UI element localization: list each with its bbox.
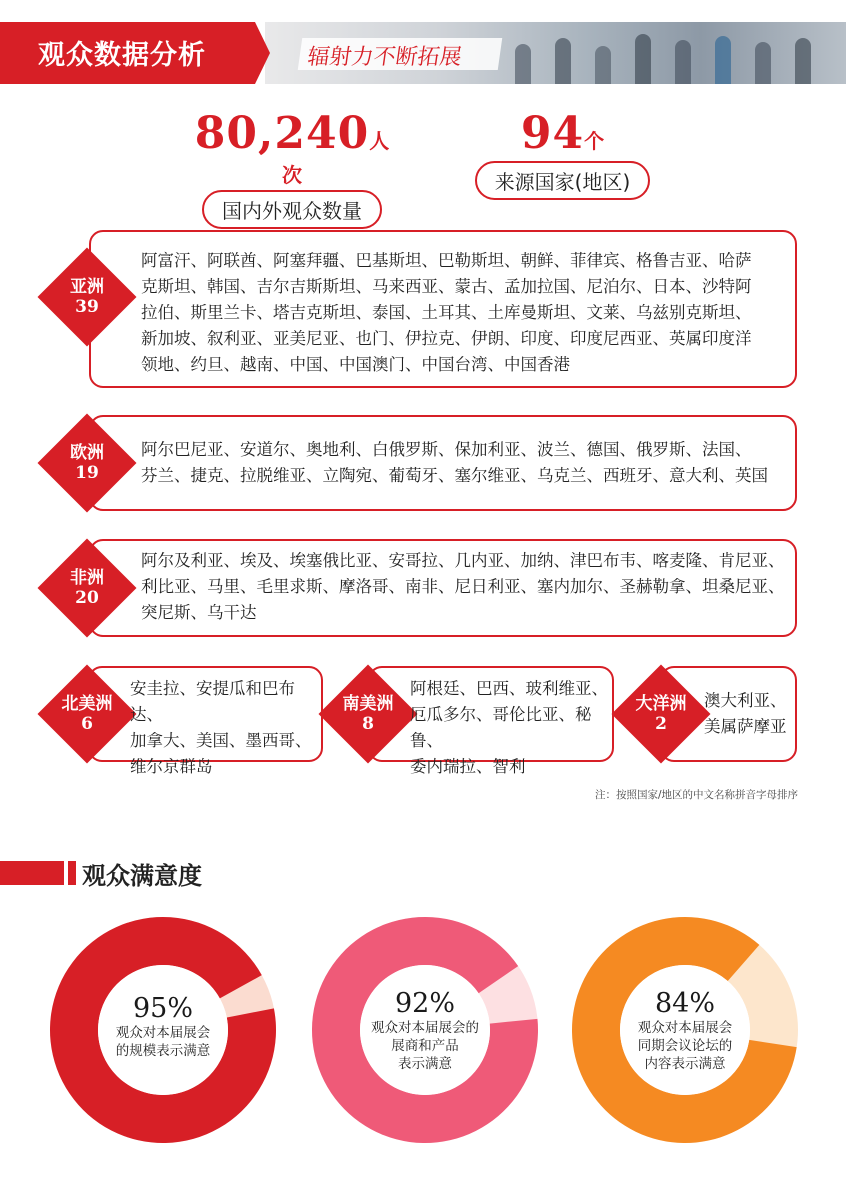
region-line: 阿尔及利亚、埃及、埃塞俄比亚、安哥拉、几内亚、加纳、津巴布韦、喀麦隆、肯尼亚、 [141, 551, 785, 570]
donut-caption: 表示满意 [398, 1056, 452, 1072]
region-line: 维尔京群岛 [130, 757, 213, 776]
region-badge-europe [52, 443, 122, 483]
section-title: 观众满意度 [82, 861, 202, 890]
donut-percent: 95% [132, 993, 193, 1024]
crowd-figure [795, 38, 811, 84]
region-line: 克斯坦、韩国、吉尔吉斯斯坦、马来西亚、蒙古、孟加拉国、尼泊尔、日本、沙特阿 [141, 277, 752, 296]
region-countries-oceania [704, 688, 796, 740]
page-subtitle: 辐射力不断拓展 [298, 38, 502, 70]
region-line: 委内瑞拉、智利 [410, 757, 526, 776]
region-name: 北美洲 [61, 694, 113, 714]
region-name: 大洋洲 [635, 694, 687, 714]
region-count: 6 [81, 714, 93, 734]
region-badge-oceania [618, 694, 704, 734]
stat-visitors-label: 国内外观众数量 [202, 190, 382, 229]
donut-label-scale [88, 993, 238, 1060]
stat-countries-number: 94 [520, 108, 585, 159]
region-countries-north-america [130, 676, 320, 780]
region-line: 拉伯、斯里兰卡、塔吉克斯坦、泰国、土耳其、土库曼斯坦、文莱、乌兹别克斯坦、 [141, 303, 752, 322]
region-name: 亚洲 [70, 277, 104, 297]
donut-caption: 观众对本届展会 [115, 1025, 211, 1041]
stat-visitors-number: 80,240 [194, 108, 370, 159]
region-badge-asia [52, 277, 122, 317]
region-name: 非洲 [70, 568, 104, 588]
region-badge-north-america [44, 694, 130, 734]
stat-visitors [192, 108, 392, 229]
stat-visitors-unit: 人次 [282, 129, 390, 187]
region-count: 39 [75, 297, 99, 317]
donut-percent: 92% [394, 988, 455, 1019]
region-line: 厄瓜多尔、哥伦比亚、秘鲁、 [410, 705, 592, 750]
region-count: 8 [362, 714, 374, 734]
donut-caption: 观众对本届展会的 [371, 1020, 479, 1036]
region-line: 美属萨摩亚 [704, 717, 787, 736]
region-line: 新加坡、叙利亚、亚美尼亚、也门、伊拉克、伊朗、印度、印度尼西亚、英属印度洋 [141, 329, 752, 348]
region-line: 加拿大、美国、墨西哥、 [130, 731, 312, 750]
region-countries-europe [141, 437, 791, 489]
donut-label-forums [610, 988, 760, 1073]
region-line: 利比亚、马里、毛里求斯、摩洛哥、南非、尼日利亚、塞内加尔、圣赫勒拿、坦桑尼亚、 [141, 577, 785, 596]
region-countries-asia [141, 248, 791, 378]
donut-caption: 同期会议论坛的 [637, 1038, 733, 1054]
region-line: 领地、约旦、越南、中国、中国澳门、中国台湾、中国香港 [141, 355, 570, 374]
crowd-figure [595, 46, 611, 84]
region-count: 19 [75, 463, 99, 483]
region-line: 安圭拉、安提瓜和巴布达、 [130, 679, 295, 724]
region-countries-africa [141, 548, 791, 626]
region-name: 欧洲 [70, 443, 104, 463]
donut-caption: 展商和产品 [391, 1038, 459, 1054]
stat-countries-label: 来源国家(地区) [475, 161, 651, 200]
crowd-figure [755, 42, 771, 84]
header-banner [0, 22, 846, 84]
donut-caption: 的规模表示满意 [115, 1043, 211, 1059]
region-line: 阿尔巴尼亚、安道尔、奥地利、白俄罗斯、保加利亚、波兰、德国、俄罗斯、法国、 [141, 440, 752, 459]
region-count: 20 [75, 588, 99, 608]
stat-countries [470, 108, 655, 200]
donut-percent: 84% [654, 988, 715, 1019]
crowd-figure [555, 38, 571, 84]
region-line: 芬兰、捷克、拉脱维亚、立陶宛、葡萄牙、塞尔维亚、乌克兰、西班牙、意大利、英国 [141, 466, 768, 485]
region-badge-south-america [325, 694, 411, 734]
donut-caption: 观众对本届展会 [637, 1020, 733, 1036]
region-countries-south-america [410, 676, 610, 780]
region-name: 南美洲 [342, 694, 394, 714]
donut-label-exhibitors [350, 988, 500, 1073]
region-line: 澳大利亚、 [704, 691, 787, 710]
crowd-figure [635, 34, 651, 84]
crowd-figure [675, 40, 691, 84]
crowd-figure [715, 36, 731, 84]
crowd-figure [515, 44, 531, 84]
region-line: 阿根廷、巴西、玻利维亚、 [410, 679, 608, 698]
sort-note: 注：按照国家/地区的中文名称拼音字母排序 [594, 789, 798, 801]
section-bar [0, 861, 64, 885]
donut-caption: 内容表示满意 [644, 1056, 726, 1072]
section-bar-accent [68, 861, 76, 885]
region-line: 阿富汗、阿联酋、阿塞拜疆、巴基斯坦、巴勒斯坦、朝鲜、菲律宾、格鲁吉亚、哈萨 [141, 251, 752, 270]
region-count: 2 [655, 714, 667, 734]
region-badge-africa [52, 568, 122, 608]
stat-countries-unit: 个 [584, 129, 605, 153]
region-line: 突尼斯、乌干达 [141, 603, 257, 622]
page-title: 观众数据分析 [38, 40, 206, 71]
